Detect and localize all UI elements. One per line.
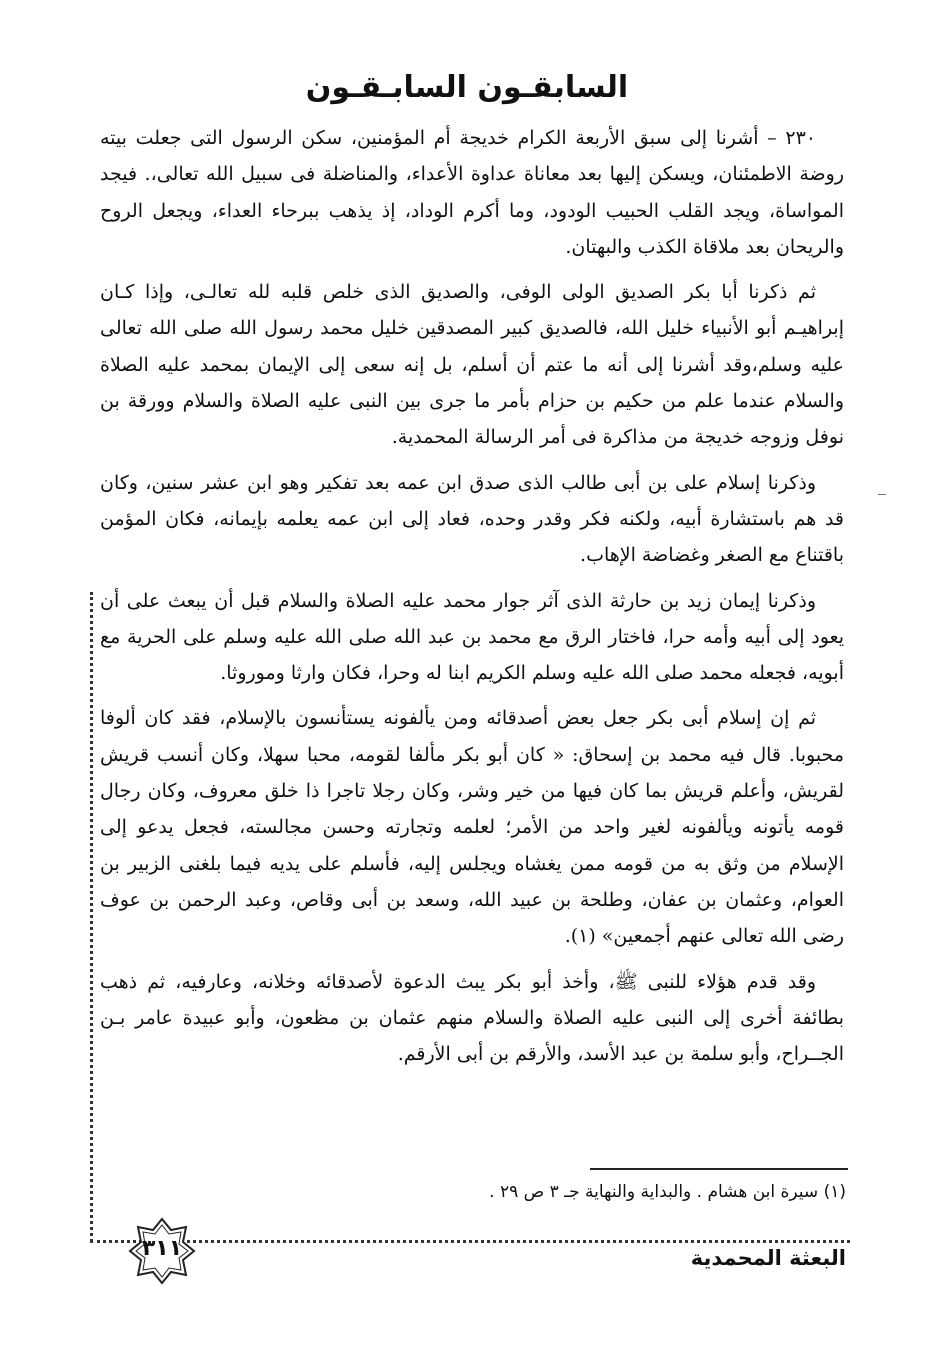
decorative-border-left (90, 592, 93, 1242)
book-title: البعثة المحمدية (690, 1246, 846, 1270)
body-text (100, 120, 844, 1081)
paragraph-ali: وذكرنا إسلام على بن أبى طالب الذى صدق ابن عمه بعد تفكير وهو ابن عشر سنين، وكان قد هم باستشارة أبيه، ولكنه فكر وقدر وحده، فعاد إلى ابن عمه يعلمه بإيمانه، فكان المؤمن باقتناع مع الصغر وغضاضة الإهاب. (100, 471, 844, 567)
paragraph-abu-bakr: ثم ذكرنا أبا بكر الصديق الولى الوفى، والصديق الذى خلص قلبه لله تعالـى، وإذا كـان إبراهيـم أبو الأنبياء خليل الله، فالصديق كبير المصدقين خليل محمد رسول الله صلى الله تعالى عليه وسلم،وقد أشرنا إلى أنه ما عتم أن أسلم، بل إنه سعى إلى الإيمان بمحمد عليه الصلاة والسلام عندما علم من حكيم بن حزام بأمر ما جرى بين النبى عليه الصلاة والسلام وورقة بن نوفل وزوجه خديجة من مذاكرة فى أمر الرسالة المحمدية. (100, 281, 844, 449)
footnote-1: (١) سيرة ابن هشام . والبداية والنهاية جـ ٣ ص ٢٩ . (489, 1182, 846, 1202)
paragraph-zaid: وذكرنا إيمان زيد بن حارثة الذى آثر جوار محمد عليه الصلاة والسلام قبل أن يبعث على أن يعود إلى أبيه وأمه حرا، فاختار الرق مع محمد بن عبد الله صلى الله عليه وسلم على الحرية مع أبويه، فجعله محمد صلى الله عليه وسلم الكريم ابنا له وحرا، فكان وارثا وموروثا. (100, 589, 844, 685)
footnote-separator (590, 1168, 848, 1170)
page-number: ٣١١ (141, 1236, 183, 1261)
decorative-border-bottom (90, 1240, 850, 1243)
paragraph-converts: وقد قدم هؤلاء للنبى ﷺ، وأخذ أبو بكر يبث الدعوة لأصدقائه وخلانه، وعارفيه، ثم ذهب بطائفة أخرى إلى النبى عليه الصلاة والسلام منهم عثمان بن مظعون، وأبو عبيدة عامر بـن الجــراح، وأبو سلمة بن عبد الأسد، والأرقم بن أبى الأرقم. (100, 970, 844, 1066)
paragraph-ibn-ishaq-quote: ثم إن إسلام أبى بكر جعل بعض أصدقائه ومن يألفونه يستأنسون بالإسلام، فقد كان ألوفا محبوبا. قال فيه محمد بن إسحاق: « كان أبو بكر مألفا لقومه، محبا سهلا، وكان أنسب قريش لقريش، وأعلم قريش بما كان فيها من خير وشر، وكان رجلا تاجرا ذا خلق معروف، وكان رجال قومه يأتونه ويألفونه لغير واحد من الأمر؛ لعلمه وتجارته وحسن مجالسته، فجعل يدعو إلى الإسلام من وثق به من قومه ممن يغشاه ويجلس إليه، فأسلم على يديه فيما بلغنى الزبير بن العوام، وعثمان بن عفان، وطلحة بن عبيد الله، وسعد بن أبى وقاص، وعبد الرحمن بن عوف رضى الله تعالى عنهم أجمعين» (١). (100, 707, 844, 948)
paragraph-230: ٢٣٠ – أشرنا إلى سبق الأربعة الكرام خديجة أم المؤمنين، سكن الرسول التى جعلت بيته روضة الاطمئنان، ويسكن إليها بعد معاناة عداوة الأعداء، والمناضلة فى سبيل الله تعالى،. فيجد المواساة، ويجد القلب الحبيب الودود، وما أكرم الوداد، إذ يذهب ببرحاء العداء، ويجعل الروح والريحان بعد ملاقاة الكذب والبهتان. (100, 127, 844, 258)
margin-mark (878, 494, 886, 495)
running-title: السابقـون السابـقـون (305, 70, 629, 105)
